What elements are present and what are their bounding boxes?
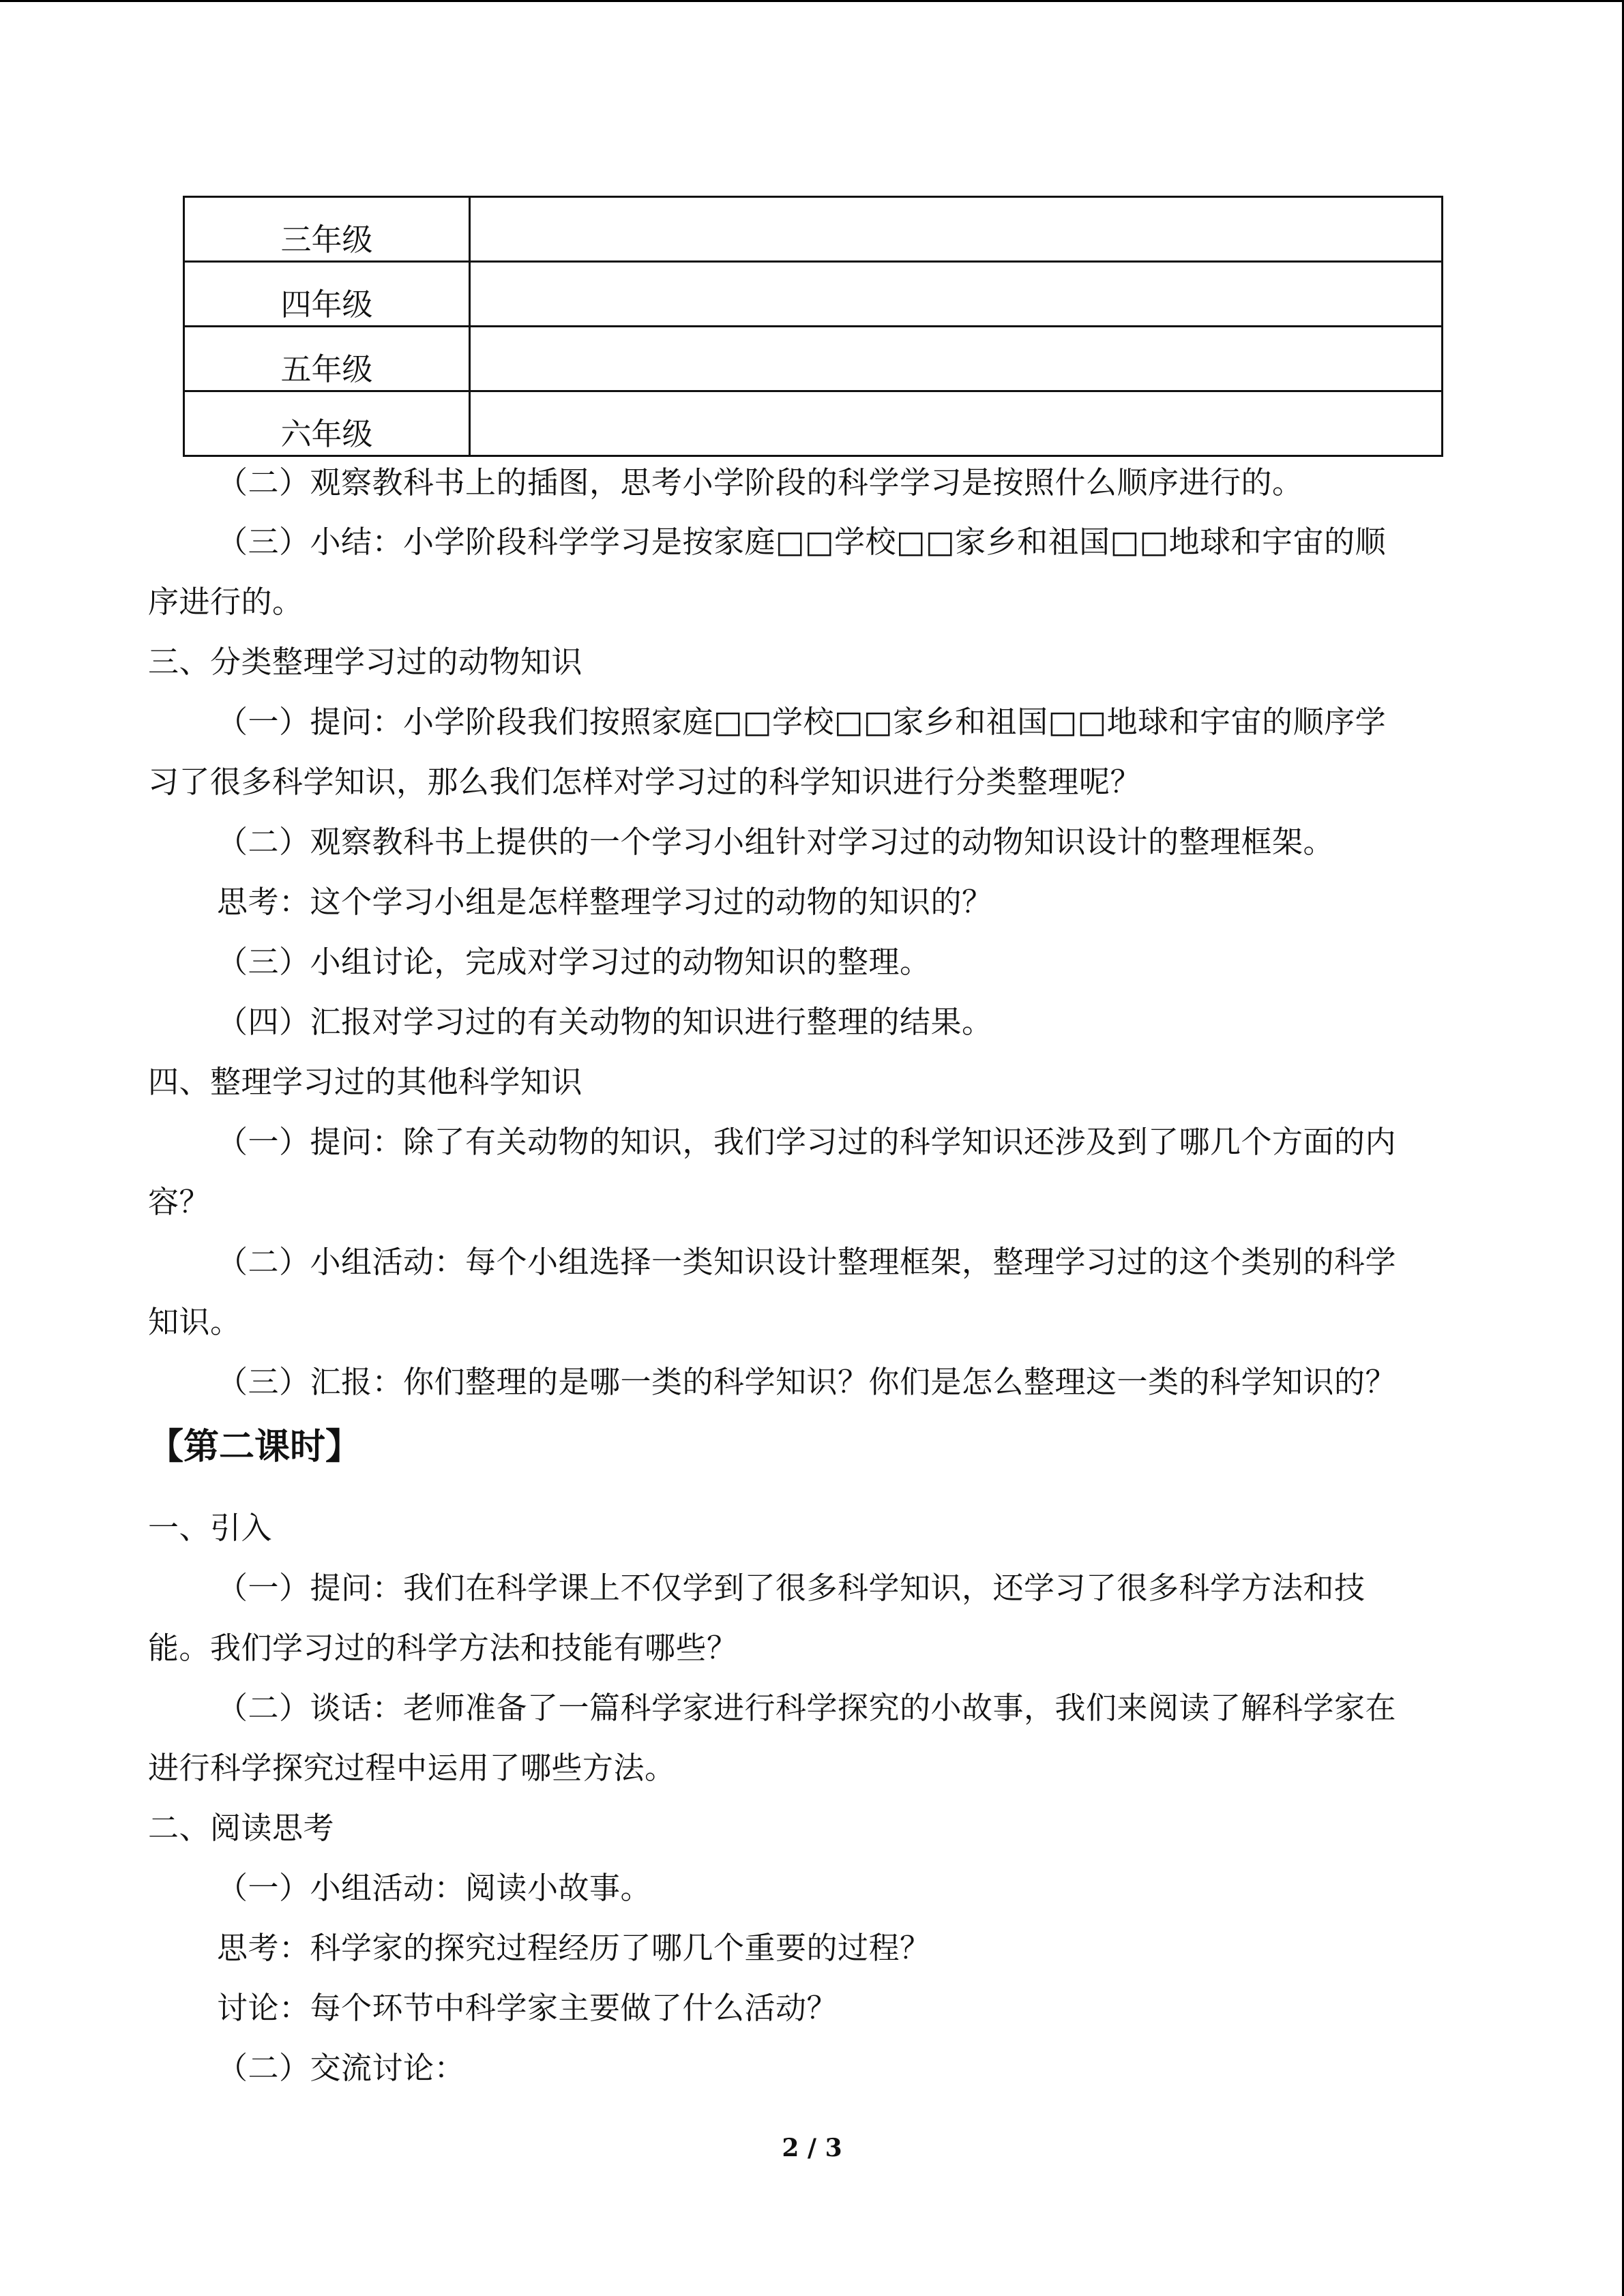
grade-label: 六年级 bbox=[184, 391, 470, 456]
lesson-heading: 【第二课时】 bbox=[148, 1426, 361, 1467]
table-row bbox=[184, 327, 1443, 391]
paragraph-line: （一）提问：我们在科学课上不仅学到了很多科学知识，还学习了很多科学方法和技 bbox=[217, 1570, 1365, 1606]
paragraph-line: 讨论：每个环节中科学家主要做了什么活动？ bbox=[217, 1990, 838, 2026]
grade-label: 三年级 bbox=[184, 197, 470, 262]
paragraph-line: 知识。 bbox=[148, 1304, 241, 1340]
paragraph-line: （二）小组活动：每个小组选择一类知识设计整理框架，整理学习过的这个类别的科学 bbox=[217, 1244, 1397, 1280]
grade-label: 四年级 bbox=[184, 262, 470, 327]
paragraph-line: （三）汇报：你们整理的是哪一类的科学知识？你们是怎么整理这一类的科学知识的？ bbox=[217, 1364, 1397, 1400]
page-top-border bbox=[0, 0, 1624, 2]
section-heading: 三、分类整理学习过的动物知识 bbox=[148, 644, 583, 680]
grade-table bbox=[183, 196, 1443, 457]
section-heading: 四、整理学习过的其他科学知识 bbox=[148, 1064, 583, 1100]
paragraph-line: （四）汇报对学习过的有关动物的知识进行整理的结果。 bbox=[217, 1004, 993, 1040]
grade-content-cell bbox=[470, 327, 1443, 391]
table-row bbox=[184, 391, 1443, 456]
paragraph-line: 思考：科学家的探究过程经历了哪几个重要的过程？ bbox=[217, 1930, 931, 1966]
paragraph-line: 容？ bbox=[148, 1184, 211, 1220]
paragraph-line: （二）观察教科书上的插图，思考小学阶段的科学学习是按照什么顺序进行的。 bbox=[217, 464, 1303, 501]
grade-content-cell bbox=[470, 262, 1443, 327]
paragraph-line: 序进行的。 bbox=[148, 584, 304, 620]
paragraph-line: （二）谈话：老师准备了一篇科学家进行科学探究的小故事，我们来阅读了解科学家在 bbox=[217, 1690, 1397, 1726]
paragraph-line: （三）小组讨论，完成对学习过的动物知识的整理。 bbox=[217, 944, 931, 980]
paragraph-line: （三）小结：小学阶段科学学习是按家庭□□学校□□家乡和祖国□□地球和宇宙的顺 bbox=[217, 524, 1387, 560]
paragraph-line: （二）交流讨论： bbox=[217, 2050, 466, 2086]
paragraph-line: 进行科学探究过程中运用了哪些方法。 bbox=[148, 1750, 676, 1786]
paragraph-line: 思考：这个学习小组是怎样整理学习过的动物的知识的？ bbox=[217, 884, 993, 920]
paragraph-line: 习了很多科学知识，那么我们怎样对学习过的科学知识进行分类整理呢？ bbox=[148, 764, 1142, 800]
table-row bbox=[184, 262, 1443, 327]
paragraph-line: （一）提问：小学阶段我们按照家庭□□学校□□家乡和祖国□□地球和宇宙的顺序学 bbox=[217, 704, 1387, 740]
section-heading: 一、引入 bbox=[148, 1510, 273, 1546]
paragraph-line: （一）小组活动：阅读小故事。 bbox=[217, 1870, 652, 1906]
page-number: 2 / 3 bbox=[782, 2134, 842, 2162]
table-row bbox=[184, 197, 1443, 262]
section-heading: 二、阅读思考 bbox=[148, 1810, 335, 1846]
paragraph-line: （一）提问：除了有关动物的知识，我们学习过的科学知识还涉及到了哪几个方面的内 bbox=[217, 1124, 1397, 1160]
paragraph-line: （二）观察教科书上提供的一个学习小组针对学习过的动物知识设计的整理框架。 bbox=[217, 824, 1335, 860]
grade-label: 五年级 bbox=[184, 327, 470, 391]
grade-content-cell bbox=[470, 391, 1443, 456]
paragraph-line: 能。我们学习过的科学方法和技能有哪些？ bbox=[148, 1630, 738, 1666]
grade-content-cell bbox=[470, 197, 1443, 262]
